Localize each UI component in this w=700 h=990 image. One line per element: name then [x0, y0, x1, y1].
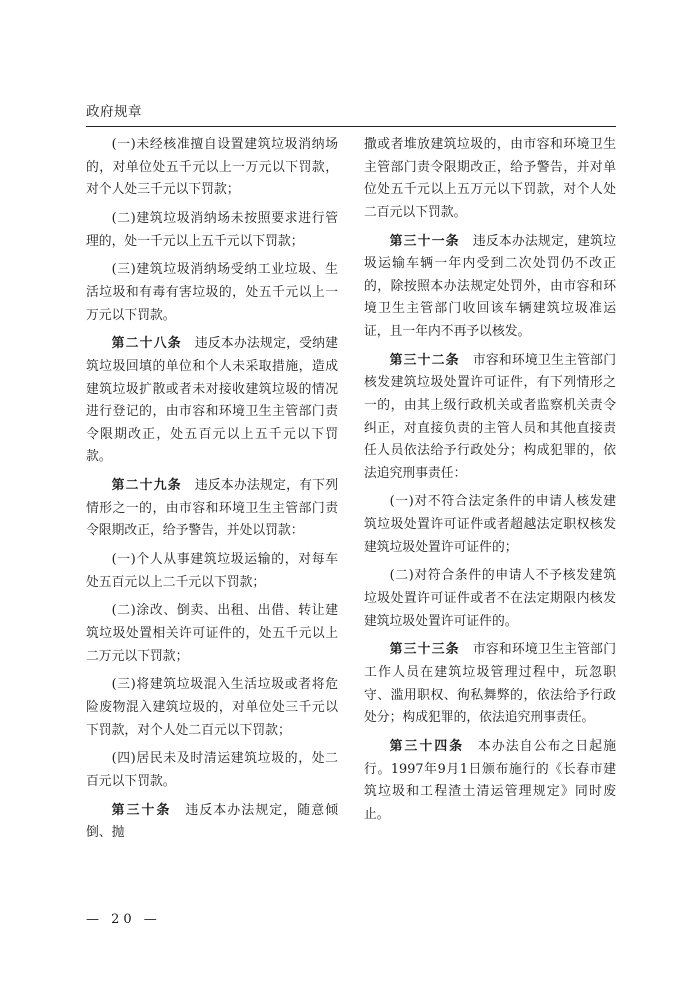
- paragraph: (三)将建筑垃圾混入生活垃圾或者将危险废物混入建筑垃圾的，对单位处三千元以下罚款，对个人处二百元以下罚款；: [86, 677, 338, 738]
- article-31: 第三十一条 违反本办法规定，建筑垃圾运输车辆一年内受到二次处罚仍不改正的，除按照本办法规定处罚外，由市容和环境卫生主管部门收回该车辆建筑垃圾准运证，且一年内不再予以核发。: [364, 233, 617, 339]
- article-30: 第三十条 违反本办法规定，随意倾倒、抛: [86, 802, 339, 841]
- article-number: 第三十三条: [389, 642, 460, 658]
- header-divider: [86, 126, 616, 127]
- paragraph: (二)对符合条件的申请人不予核发建筑垃圾处置许可证件或者不在法定期限内核发建筑垃圾处置许可证件的。: [364, 568, 616, 629]
- article-number: 第三十条: [111, 802, 172, 818]
- article-number: 第二十八条: [111, 336, 182, 352]
- article-number: 第三十二条: [389, 352, 460, 368]
- article-29: 第二十九条 违反本办法规定，有下列情形之一的，由市容和环境卫生主管部门责令限期改正，给予警告，并处以罚款：: [86, 478, 339, 539]
- page-number: — 20 —: [86, 912, 161, 927]
- paragraph: (一)对不符合法定条件的申请人核发建筑垃圾处置许可证件或者超越法定职权核发建筑垃圾处置许可证件的；: [364, 494, 616, 555]
- article-28: 第二十八条 违反本办法规定，受纳建筑垃圾回填的单位和个人未采取措施，造成建筑垃圾扩散或者未对接收建筑垃圾的情况进行登记的，由市容和环境卫生主管部门责令限期改正，处五百元以上五千元以下罚款。: [86, 336, 339, 465]
- page-header-title: 政府规章: [86, 104, 142, 120]
- article-number: 第三十一条: [389, 233, 460, 249]
- paragraph: (四)居民未及时清运建筑垃圾的，处二百元以下罚款。: [86, 751, 338, 789]
- paragraph-continued: 撒或者堆放建筑垃圾的，由市容和环境卫生主管部门责令限期改正，给予警告，并对单位处五千元以上五万元以下罚款，对个人处二百元以下罚款。: [364, 137, 616, 220]
- article-number: 第三十四条: [389, 738, 465, 754]
- article-number: 第二十九条: [111, 478, 182, 494]
- article-33: 第三十三条 市容和环境卫生主管部门工作人员在建筑垃圾管理过程中，玩忽职守、滥用职权、徇私舞弊的，依法给予行政处分；构成犯罪的，依法追究刑事责任。: [364, 642, 617, 726]
- left-column: [86, 134, 338, 851]
- paragraph: (一)个人从事建筑垃圾运输的，对每车处五百元以上二千元以下罚款；: [86, 552, 338, 590]
- paragraph: (一)未经核准擅自设置建筑垃圾消纳场的，对单位处五千元以上一万元以下罚款，对个人处三千元以下罚款；: [86, 137, 338, 198]
- article-34: 第三十四条 本办法自公布之日起施行。1997年9月1日颁布施行的《长春市建筑垃圾和工程渣土清运管理规定》同时废止。: [364, 738, 617, 822]
- article-32: 第三十二条 市容和环境卫生主管部门核发建筑垃圾处置许可证件，有下列情形之一的，由其上级行政机关或者监察机关责令纠正，对直接负责的主管人员和其他直接责任人员依法给予行政处分；构成犯罪的，依法追究刑事责任：: [364, 352, 617, 481]
- right-column: [364, 134, 616, 833]
- paragraph: (三)建筑垃圾消纳场受纳工业垃圾、生活垃圾和有毒有害垃圾的，处五千元以上一万元以下罚款。: [86, 262, 338, 323]
- paragraph: (二)建筑垃圾消纳场未按照要求进行管理的，处一千元以上五千元以下罚款；: [86, 210, 338, 249]
- paragraph: (二)涂改、倒卖、出租、出借、转让建筑垃圾处置相关许可证件的，处五千元以上二万元以下罚款；: [86, 603, 338, 664]
